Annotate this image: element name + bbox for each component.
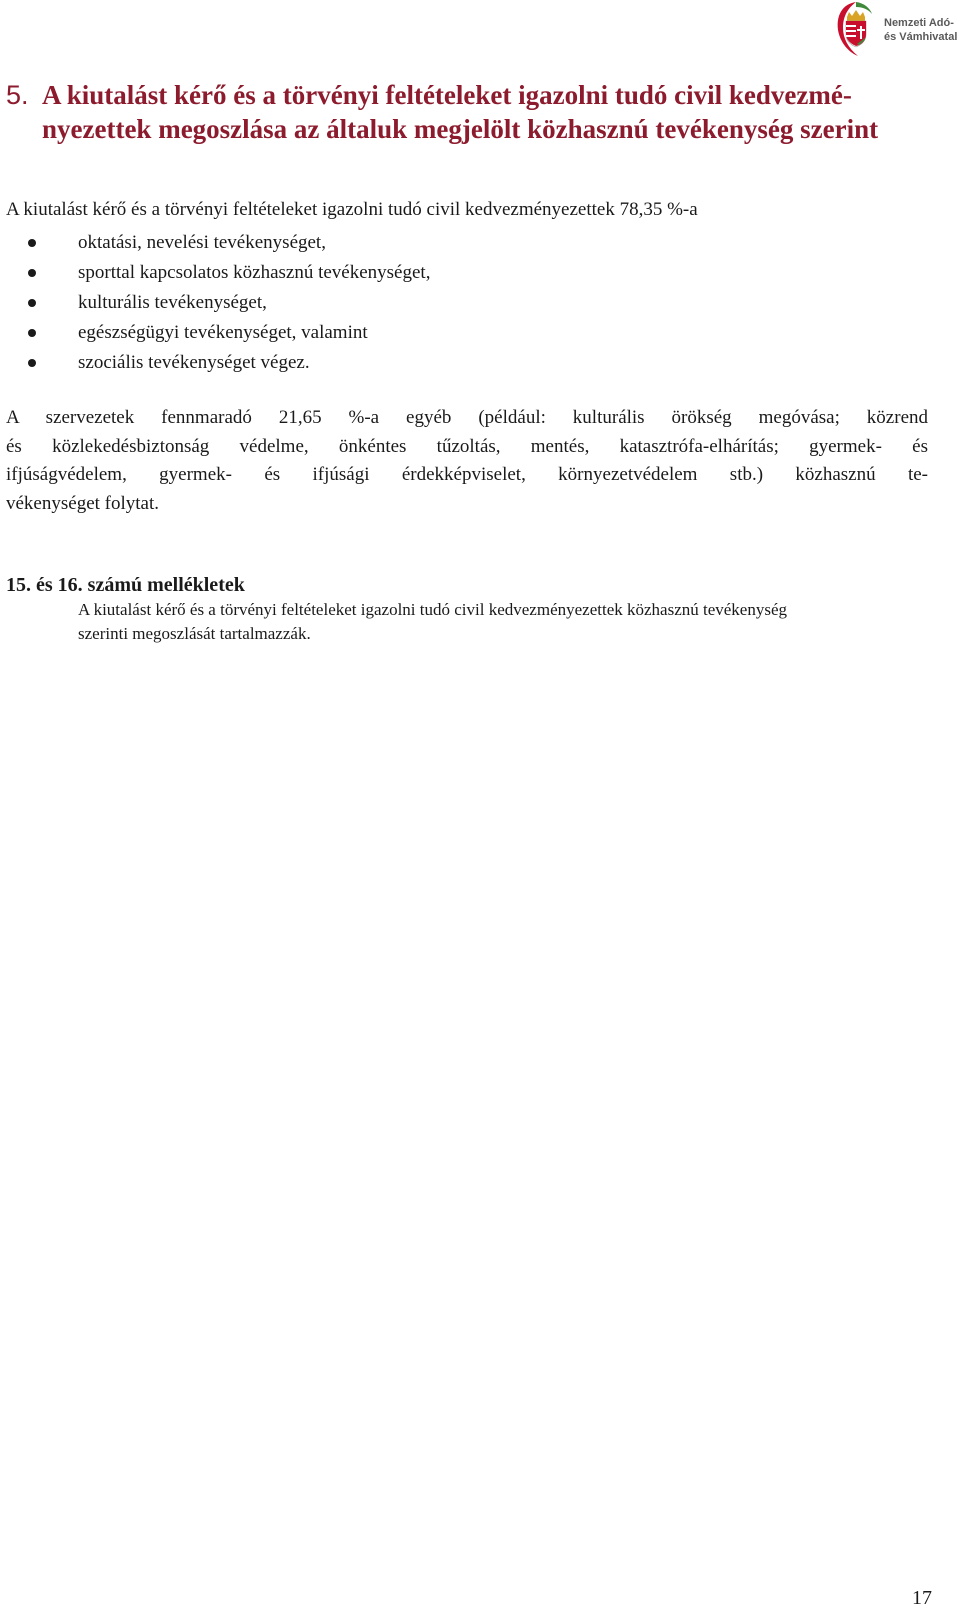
list-item-text: sporttal kapcsolatos közhasznú tevékenységet, bbox=[78, 262, 431, 283]
list-item bbox=[0, 228, 430, 258]
list-item-text: szociális tevékenységet végez. bbox=[78, 352, 310, 373]
annex-title: 15. és 16. számú mellékletek bbox=[6, 574, 245, 596]
activity-list bbox=[0, 228, 430, 378]
bullet-icon bbox=[28, 269, 36, 277]
paragraph-line: A szervezetek fennmaradó 21,65 %-a egyéb (például: kulturális örökség megóvása; közrend bbox=[6, 407, 928, 428]
page-number: 17 bbox=[912, 1587, 932, 1609]
body-paragraph bbox=[6, 404, 928, 519]
bullet-icon bbox=[28, 329, 36, 337]
list-item bbox=[0, 348, 430, 378]
nav-logo-line-1: Nemzeti Adó- bbox=[884, 17, 954, 29]
paragraph-line: és közlekedésbiztonság védelme, önkéntes tűzoltás, mentés, katasztrófa-elhárítás; gyermek- és bbox=[6, 435, 928, 457]
annex-text-line-2: szerinti megoszlását tartalmazzák. bbox=[78, 624, 311, 643]
paragraph-line: vékenységet folytat. bbox=[6, 493, 160, 515]
bullet-icon bbox=[28, 299, 36, 307]
nav-emblem-icon bbox=[834, 0, 878, 60]
list-item-text: oktatási, nevelési tevékenységet, bbox=[78, 232, 326, 253]
list-item bbox=[0, 288, 430, 318]
annex-text-line-1: A kiutalást kérő és a törvényi feltételeket igazolni tudó civil kedvezményezettek közhasznú tevékenység bbox=[78, 600, 788, 619]
list-item-text: egészségügyi tevékenységet, valamint bbox=[78, 322, 368, 343]
section-number: 5. bbox=[6, 80, 29, 110]
section-title-line-1: A kiutalást kérő és a törvényi feltételeket igazolni tudó civil kedvezmé- bbox=[42, 80, 852, 110]
bullet-icon bbox=[28, 239, 36, 247]
list-item-text: kulturális tevékenységet, bbox=[78, 292, 267, 313]
list-item bbox=[0, 318, 430, 348]
intro-text: A kiutalást kérő és a törvényi feltételeket igazolni tudó civil kedvezményezettek 78,35 %-a bbox=[6, 199, 698, 220]
annex-description bbox=[78, 598, 928, 646]
nav-logo bbox=[834, 0, 958, 62]
section-title-line-2: nyezettek megoszlása az általuk megjelölt közhasznú tevékenység szerint bbox=[42, 114, 879, 144]
nav-logo-text bbox=[884, 16, 957, 44]
nav-logo-line-2: és Vámhivatal bbox=[884, 31, 958, 43]
list-item bbox=[0, 258, 430, 288]
paragraph-line: ifjúságvédelem, gyermek- és ifjúsági érdekképviselet, környezetvédelem stb.) közhasznú te- bbox=[6, 464, 928, 486]
bullet-icon bbox=[28, 359, 36, 367]
